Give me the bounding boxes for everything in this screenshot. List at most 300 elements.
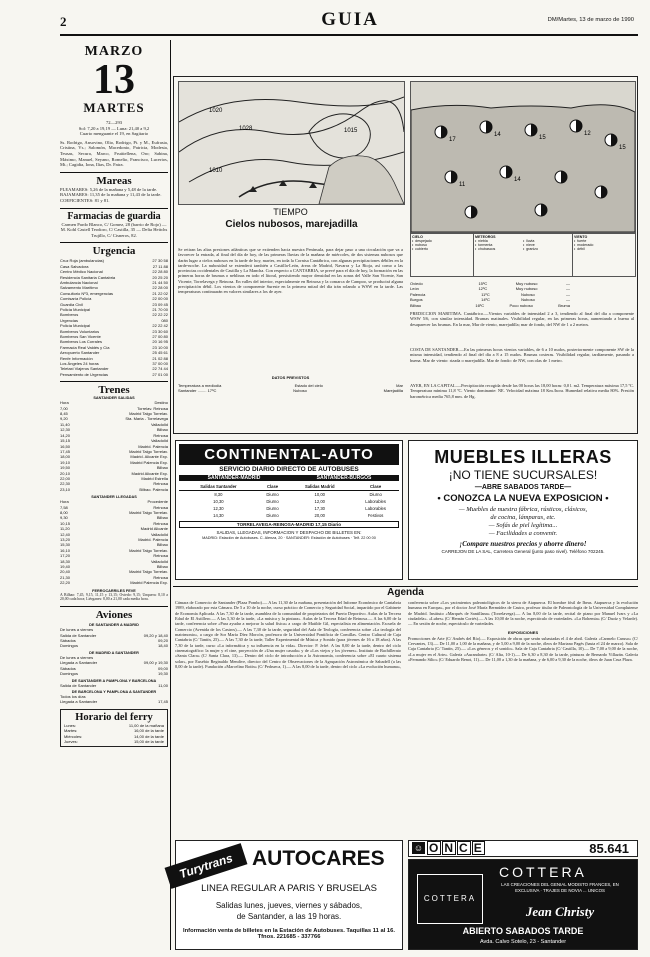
train-row-label: 8,45 [60,411,68,417]
bus-cell: 8,30 [214,492,223,497]
calendar-saints: Ss. Rodrigo, Ansovino, Olio, Rodrigo, Pt. y M., Eufrasia, Cristina, Vs.; Salomón, Macedonio, Patricia, Modesta, Teusas, Secura, Marco, Fruttiellena, Oro; Sabina, Máximo, Manuel, Seyano, Romelio, Francisco, Lucerios, Mt.; Cagidia, Iona, Ilias, Dr. Fatra. [60,139,168,168]
train-row-value: Reinosa [153,432,168,438]
agenda-expo-title: EXPOSICIONES [507,629,539,635]
temperature-label: 11 [459,182,466,188]
urgency-row-value: 22 22 42 [152,323,168,329]
weather-section [173,76,638,434]
flight-row-label: Todos los días [60,693,86,699]
bus-cell: Diurno [369,492,382,497]
train-row-label: 22,00 [60,475,71,481]
ad-once [408,840,638,857]
once-letter: E [473,841,483,855]
urgency-row-value: 23 30 60 [152,328,168,334]
ad-furniture-line: de cocina, lámparas, etc. [490,514,556,521]
synoptic-map [178,81,405,205]
flight-row [60,671,168,676]
once-letter: O [429,841,440,855]
bus-row [179,498,399,505]
train-row-value: Madrid Talgo Torrelav. [129,569,168,575]
bus-cell: Diurno [266,513,279,518]
urgency-row-value: 22 74 44 [152,366,168,372]
train-row [60,487,168,492]
bus-header: Salidas Madrid [287,483,352,491]
bus-header: Salidas Santander [179,483,258,491]
train-row-label: 21,30 [60,574,71,580]
once-icon: ☺ [413,843,424,853]
urgency-row-value: 23 10 00 [152,344,168,350]
flight-group [60,627,168,649]
urgency-row-label: Cruz Roja (ambulancias) [60,258,105,264]
feve-title: FERROCARRILES FEVE [92,588,136,593]
bus-cell: Diurno [266,506,279,511]
ad-furniture-lines [409,506,637,538]
train-row-value: Sta. Maria - Torrelavega [125,416,168,422]
legend-wind [573,234,635,276]
peninsula-map [411,82,635,232]
flight-row-value: 11,00 [158,682,168,688]
legend-sky-title: CIELO [412,235,423,239]
urgency-row [60,372,168,377]
calendar-sun-moon: Sol: 7,20 a 19,19 — Luna: 21,40 a 9,2 [78,125,150,131]
train-row-value: Reinosa [153,504,168,510]
bus-cell: Diurno [266,492,279,497]
bus-cell: 20,00 [314,513,325,518]
trains-departures [60,406,168,493]
page-header [60,6,640,32]
agenda-col-2-text: conferencia sobre «Los yacimientos paleontológicos de la sierra de Atapuerca. El hombre fósil de Ibeas. Atapuerca y la evolución humana en Europa», por el doctor José María Bermúdez de Castro, profesor titular de Paleontología de la Universidad Complutense de Madrid. Instituto «Marqués de Santillana» (Torrelavega).— A las 8,00 de la tarde, recital de piano por Manuel Ivars y «La ciudadela». «Lubes» (C/ Hernán Cortés).— A las 10,00 de la noche, espectáculo de variedades. «La Bohemia» (C/ Daoíz y Velarde).— En sesión de noche, espectáculo de variedades. [408,600,638,627]
train-row-value: Madrid Talgo Torrelav. [129,411,168,417]
weather-body: Se retiran las altas presiones atlánticas que se extienden hacia nuestra Península, para dejar paso a una circulación que va a favorecer la entrada, al final del día de hoy, de las primeras lluvias de la mañana de miércoles, de dos sistemas nubosos que darán lugar a cielos nubosos en la tarde de hoy, martes, en toda la Cornisa Cantábrica, con algunas precipitaciones débiles en la tarde-noche. La nubosidad se extenderá también a Castilla-León, áreas de Madrid, Navarra y La Rioja, así como a las provincias occidentales de Castilla y La Mancha. Con respecto a CANTABRIA, se prevé para el día de hoy, la formación en las primeras horas de brumas o neblinas en todo el litoral, persistiendo mayor densidad en las zonas del Valle San Vicente, San Vicente, Torrelavega y Reinosa. En valles del interior, especialmente en Reinosa y la comarca de Campoo, se producirá alguna precipitación débil. Los vientos de componente Sureste en la primera mitad del día irán rolando a WSW en la tarde. Las temperaturas continuarán en valores similares a los de ayer. [178,247,403,295]
flight-row-label: Domingos [60,671,79,677]
train-row-label: 23,10 [60,486,71,492]
cottera-logo-text: COTTERA [423,894,477,903]
flight-row-value: 09,00 y 19,30 [143,660,168,666]
urgency-row-value: 20 25 20 [152,274,168,280]
cottera-address: Avda. Calvo Sotelo, 23 - Santander [479,939,567,945]
bus-row [179,512,399,519]
train-row-label: 19,10 [60,459,71,465]
calendar-day: 13 [93,57,135,103]
flight-row [60,699,168,704]
flight-row [60,643,168,648]
legend-item: ◐ tormenta [475,243,493,247]
urgency-row-value: 22 28 80 [152,269,168,275]
flight-row-label: Salida de Santander [60,682,97,688]
trains-title: Trenes [98,384,130,397]
yesterday-report: AYER, EN LA CAPITAL.—Precipitación recogida desde las 00 horas las 18,00 horas: 0,0 l. m2. Temperatura máxima 17,5 ºC. Temperatura mínima 11,8 ºC. Viento dominante: NE. Velocidad máxima 18 Km./hora. Humedad relativa media 80%. Presión barométrica media 765,8 mm. de Hg. [410,383,634,399]
city-cell: Muy nuboso [515,281,538,286]
forecast-col: Temperatura a mediodía [178,383,222,388]
ad-bus-route-right: SANTANDER-BURGOS [316,475,372,481]
urgency-row-label: Urgencias [60,317,79,323]
forecast-col: Mar [396,383,403,388]
ferry-row-label: Jueves: [64,738,78,744]
calendar-weekday: MARTES [83,100,145,115]
tides-title: Mareas [96,174,132,187]
col-dest: Destino [154,400,168,406]
train-row-value: Reinosa [153,574,168,580]
train-row-label: 13,20 [60,537,71,542]
train-row-value: Madrid Palencia Exp. [130,459,168,465]
svg-text:1015: 1015 [344,128,358,134]
pharmacy-text: Carmen Pardo Blanco, C/ Gomez, 28 (barrio de Rojo) — M. Kohl Castell Teodoro, C/ Castilla, 35 — Delia Heitchs Trujillo, C/ Cisneros, 82. [60,221,168,238]
city-cell: — [565,297,570,303]
flight-group-title: DE MADRID A SANTANDER [89,650,139,655]
train-row-label: 16,10 [60,547,71,553]
regional-map [410,81,636,233]
forecast-cell: Marejadilla [383,388,403,394]
maritime-forecast: PREDICCION MARITIMA. Cantábrico.—Vientos variables de intensidad 2 a 3, tendiendo al final del día a componente WSW 5/6, con similar intensidad. Brumas matinales. Visibilidad regular, en las primeras horas, aumentando a buena al desaparecer las brumas. En la mar, Mar de viento, marejadilla; mar de fondo, del NW de 1 a 2 metros. [410,311,634,327]
train-row-value: Madrid. Palencia [138,443,168,449]
map-legend [410,233,636,277]
train-row-label: 10,15 [60,520,71,526]
train-row-value: Madrid Estrella [141,475,168,481]
train-row-label: 14,20 [60,432,71,438]
divider [60,381,168,382]
flight-group-title: DE BARCELONA Y PAMPLONA A SANTANDER [71,689,157,694]
city-cell: 14ºC [481,297,490,303]
agenda-expo-text: Promociones de Arte (C/ Andrés del Río).— Exposición de obras que serán subastadas el 4 de abril. Galería «Carmelo Caruso» (C/ Cervantes, 13).— De 11,00 a 1,00 de la mañana, y de 5,00 a 9,00 de la noche, óleos de Mariano Pagés (hasta el 24 de marzo). Sala de Caja Cantabria (C/ Tantín, 25).— «Los géneros y el sonido». Sala de Caja Cantabria (C/ Castilla, 10).— De 7,00 a 9,00 de la noche, «La mujer en el Arte». Galería «Aurandarte» (C/ Alta, 10-1).— De 6,30 a 8,30 de la tarde, pinturas de Bernardo Villazán. Galería «Fernando Silio» (C/ Eduardo Benot, 11).— De 11,00 a 1,30 de la mañana, y de 6,00 a 9,30 de la noche, óleos de Juan Cruz Plaza. [408,635,638,663]
trains-arrivals-label: SANTANDER LLEGADAS [91,495,137,500]
train-row-value: Valladolid [150,531,168,537]
urgency-row-label: Policía Municipal [60,306,91,312]
urgency-row-value: 25 45 61 [152,350,168,356]
train-row-label: 11,40 [60,421,70,427]
urgency-row-label: Residencia Sanitaria Cantabria [60,274,116,280]
bus-cell: 14,30 [213,513,224,518]
ad-turytrans-info: Información venta de billetes en la Estación de Autobuses. Taquillas 11 al 16. Tfnos. 221685 - 337766 [183,928,395,940]
city-cell: León [410,286,419,292]
legend-item: ◐ moderado [574,243,594,247]
flight-row-value: 09,20 [157,638,168,644]
train-row-value: Bilbao. Palencia [139,486,168,492]
city-cell: Palencia [410,291,426,297]
urgency-row-value: 27 01 00 [152,371,168,377]
urgency-row-value: 21 02 88 [152,355,168,361]
ferry-list [64,723,164,745]
svg-text:1028: 1028 [239,126,253,132]
forecast-table [178,383,403,394]
pharmacy-title: Farmacias de guardia [67,210,161,222]
train-row-value: Madrid Talgo Torrelav. [129,509,168,515]
urgency-row-label: Casa Salvadora [60,263,89,269]
ad-furniture-claim: ¡Compare nuestros precios y ahorre dinero! [459,540,587,548]
bus-cell: 12,00 [314,499,325,504]
train-row-label: 8,00 [60,509,68,515]
ad-furniture-sub: ¡NO TIENE SUCURSALES! [448,468,598,482]
urgency-row-label: Bomberos [60,312,79,318]
urgency-row-value: 22 22 22 [152,312,168,318]
flight-group-title: DE SANTANDER A MADRID [89,623,139,628]
train-row-value: Torrelav. Reinosa [137,405,168,411]
train-row-label: 12,40 [60,531,71,537]
temperature-label: 14 [494,132,501,138]
weather-headline: Cielos nubosos, marejadilla [225,219,358,230]
train-row-label: 9,30 [60,515,68,521]
flight-row-value: 09,00 [157,665,168,671]
legend-item: ◐ chubascos [475,247,496,251]
divider [60,606,168,607]
train-row-label: 20,40 [60,569,71,575]
train-row-value: Madrid Alicante Exp. [131,470,168,476]
city-cell: 15ºC [478,281,488,286]
urgency-row-label: Bomberos Los Corrales [60,339,103,345]
flight-row-value: 19,30 [157,671,168,677]
flight-group [60,655,168,677]
urgency-row-label: Comisaría Policía [60,296,92,302]
bus-header: Clase [258,483,288,491]
flight-row-label: Llegada a Santander [60,699,98,705]
urgency-row-value: 21 70 00 [152,306,168,312]
train-row-label: 19,50 [60,465,71,471]
city-cell: Oviedo [410,281,423,286]
ferry-row-value: 11,00 de la mañana [128,722,164,728]
city-cell: Bilbao [410,302,422,308]
cottera-desc: LAS CREACIONES DEL GENIAL MODISTO FRANCES, EN EXCLUSIVA · TRAJES DE NOVIA ... UNICOS [501,882,619,893]
forecast-cell: Santander ........ 17ºC [178,388,217,394]
urgency-row-label: Guardia Civil [60,301,83,307]
ad-turytrans-logo [165,843,248,889]
city-cell: 11ºC [481,291,490,297]
ferry-title: Horario del ferry [75,711,153,723]
col-origin: Procedente [147,499,168,505]
column-rule [170,40,171,950]
divider [60,208,168,209]
city-cell: 16ºC [475,302,485,308]
svg-text:1020: 1020 [209,108,223,114]
legend-item: ◐ granizo [523,247,538,251]
train-row-value: Bilbao [156,564,168,570]
forecast-col: Estado del cielo [294,383,323,388]
bus-cell: Diurno [266,499,279,504]
bus-row [179,505,399,512]
flight-row-label: Llegada a Santander [60,660,98,666]
ad-turytrans-title: AUTOCARES [252,847,385,870]
urgency-row-value: 37 00 00 [152,361,168,367]
urgency-row-label: Los Ángeles 24 horas [60,361,99,367]
section-title: GUIA [321,9,379,30]
svg-text:1010: 1010 [209,168,223,174]
ad-bus-extra: TORRELAVEGA-REINOSA-MADRID 17,15 Diario [179,521,399,528]
train-row-value: Bilbao [156,427,168,433]
ad-bus-route-left: SANTANDER-MADRID [207,475,261,481]
flight-row-value: 09,20 y 18,40 [143,632,168,638]
agenda-col-2 [408,600,638,832]
train-row-value: Madrid Palencia Exp. [130,580,168,586]
ferry-row-value: 16,00 de la tarde [133,728,164,734]
city-cell: Nuboso [520,291,535,297]
train-row-label: 11,20 [60,526,70,532]
tides-high: PLEAMARES: 5,26 de la mañana y 5,48 de la tarde. [60,186,158,192]
ad-bus-table [179,483,399,519]
urgency-row-label: Aeropuerto Santander [60,350,100,356]
train-row-value: Madrid Alicante [140,526,168,532]
urgency-row-label: Salvamento Marítimo [60,285,98,291]
flight-row-label: Sábados [60,638,76,644]
train-row-label: 22,30 [60,481,71,487]
train-row-value: Madrid. Palencia [138,537,168,542]
ferry-box [60,709,168,748]
train-row-value: Madrid. Alicante Exp. [130,454,168,460]
urgency-row-value: 20 16 95 [152,339,168,345]
urgency-row-label: Bomberos San Vicente [60,334,101,339]
flight-row-label: Domingos [60,643,79,649]
flight-row-label: De lunes a viernes [60,627,94,633]
ad-cottera [408,859,638,950]
flight-row-value: 17,45 [157,699,168,705]
calendar-moon-phase: Cuarto menguante el 19, en Sagitario [79,131,149,137]
train-row-value: Bilbao [156,465,168,471]
flights-title: Aviones [95,609,133,622]
divider [60,242,168,243]
temperature-label: 17 [449,137,456,143]
train-row-value: Bilbao [156,542,168,548]
temperature-label: 15 [619,145,626,151]
bus-row [179,491,399,499]
bus-cell: Laborables [365,499,386,504]
page-number: 2 [60,14,67,29]
ad-furniture-expo: • CONOZCA LA NUEVA EXPOSICION • [437,493,609,504]
cottera-logo-box [417,874,483,924]
flight-row-value: 18,40 [157,643,168,649]
train-row-label: 12,30 [60,427,71,433]
train-row-label: 18,00 [60,454,71,460]
ad-turytrans-sched1: Salidas lunes, jueves, viernes y sábados, [215,901,363,910]
agenda-col-1: Cámara de Comercio de Santander (Plaza Pombo).— A las 11,30 de la mañana, presentación del Informe Económico de Cantabria 1989, elaborado por esta Cámara. De 5 a 10 de la noche, curso práctico de Comercio y Seguridad Social, impartido por el Gabinete de Economía Aplicada. A las 7,30 de la tarde, asamblea de la comunidad de propietarios del Puerto Deportivo. Aulas de la Tercera Edad de El Astillero.— A las 5,30 de la tarde, «La música y la pintura». Aulas de la Tercera Edad de Reinosa.— A las 6,00 de la tarde, conferencia sobre «Para ayudar a mejorar la salud física» a cargo de Matilde Gil, especialista en alimentación. Escuela de Comercio (Avenida de los Castros).— A las 7,30 de la tarde, seguridad del Aula de Teología, conferencia sobre «La teología del matrimonio», a cargo de Sor María Díez Morcón, profesora de la Universidad Pontificia de Comillas. Centro Cultural de Caja Cantabria (C/ Tantín, 25).— A las 7,30 de la tarde, Taller Experimental de Música y Sonido (para jóvenes de 16 a 18 años). A las 7,30 de la tarde, curso «La informática y su influencia en la vida». Director: P. Jefré. A las 8,00 de la tarde, dentro del ciclo cinematográfico: la mujer y el cine, proyección de «Una mujer casada» y de «Los viejos y los jóvenes». Instituto de Bachillerato «Santa Clara» (C/ Santa Clara, 13).— Dentro del ciclo de introducción a la Astronomía, conferencia sobre «El cuarto sistema solar», por Eusebio Reginaldo Mendive, director del Centro de Observaciones de la Agrupación Astronómica de Sabadell (a las 8,00 de la tarde). Fundación «Marcelino Botín» (C/ Pedrueca, 1).— A las 8,00 de la tarde, dentro del ciclo «La evolución humana», [175,600,401,670]
legend-item: ◐ lluvia [523,239,535,243]
once-letter: N [444,841,455,855]
legend-item: ◐ despejado [412,239,432,243]
ad-furniture-open: —ABRE SABADOS TARDE— [474,484,572,491]
urgency-row-value: 22 00 00 [152,296,168,302]
city-cell: Poco nuboso [509,302,533,308]
isobar-map [179,82,404,204]
once-letter: C [459,841,469,855]
train-row-value: Madrid Talgo Torrelav. [129,547,168,553]
ferry-row-label: Lunes: [64,722,77,728]
train-row-label: 19,40 [60,564,71,570]
ad-furniture-title: MUEBLES ILLERAS [434,447,612,467]
divider [60,172,168,173]
flight-row-label: Salida de Santander [60,632,97,638]
train-row-value: Valladolid [150,558,168,564]
header-rule [60,34,638,36]
urgency-row-label: Policía Municipal [60,323,91,329]
flight-group [60,683,168,688]
city-cell: Nuboso [521,297,535,303]
cottera-title: COTTERA [499,864,587,880]
legend-item: ◐ nieve [523,243,535,247]
train-row-label: 15,30 [60,542,71,548]
ferry-row-value: 14,00 de la tarde [133,733,164,739]
train-row-label: 22,20 [60,580,71,586]
city-cell: — [565,291,570,297]
ad-turytrans-brand: Turytrans [177,850,235,882]
legend-item: ◐ cubierto [412,247,428,251]
feve-text: A Bilbao: 7,45, 9,15, 11,15 y 13,15; Oviedo: 9,15; Unquera: 8,10 a 20,00 cada hora; Liérganes: 8,00 a 21,00 cada media hora. [60,592,168,602]
temperature-label: 12 [584,131,591,137]
flight-row-label: De lunes a viernes [60,654,94,660]
train-row-label: 15,15 [60,438,71,444]
legend-wind-title: VIENTO [574,235,588,239]
temperature-label: 15 [539,135,546,141]
tides-coef: COEFICIENTES: 81 y 81. [60,197,110,203]
issue-date: DM/Martes, 13 de marzo de 1990 [547,17,634,23]
train-row [60,580,168,585]
urgency-row-label: Centro Médico Nacional [60,269,103,275]
trains-departures-label: SANTANDER SALIDAS [93,396,135,401]
city-cell: — [565,281,570,286]
ad-turytrans-sched2: de Santander, a las 19 horas. [236,912,342,921]
flight-row [60,683,168,688]
ad-bus-brand: CONTINENTAL-AUTO [179,444,399,465]
ad-furniture-line: — Sofás de piel legítima... [488,522,558,529]
train-row-value: Reinosa [153,520,168,526]
train-row-label: 18,30 [60,558,71,564]
ad-turytrans [175,840,403,950]
legend-item: ◐ fuerte [574,239,587,243]
train-row-value: Reinosa [153,481,168,487]
urgency-row-label: Ambulancia Nacional [60,279,98,285]
coast-forecast: COSTA DE SANTANDER.—En las primeras horas vientos variables, de 6 a 10 nudos, posteriormente componente SW de la misma intensidad, tendiendo al final del día a 8 a 15 nudos. Brumas costeras. Visibilidad regular, tardíamente, pasando a buena. Mar de viento: rizada o marejadilla. Mar de fondo: de NW, con olas de 1 metro. [410,347,634,363]
urgency-row-value: 21 22 02 [152,290,168,296]
forecast-cell: Nuboso [293,388,307,394]
urgency-row-value: 23 09 45 [152,301,168,307]
city-row [410,303,570,308]
city-cell: — [565,286,570,292]
urgency-row-label: Consultorio Nº3, emergencias [60,290,114,296]
urgency-row-label: Bomberos Voluntarios [60,328,100,334]
once-number: 85.641 [589,841,629,856]
city-cell: 12ºC [478,286,488,292]
legend-item: ◐ niebla [475,239,488,243]
once-logo [427,841,485,855]
calendar-month: MARZO [84,44,144,59]
urgency-list [60,258,168,377]
train-row-label: 20,10 [60,470,71,476]
urgency-row-label: Farmacia Real Valdés y Cía [60,344,110,350]
city-cell: Muy nuboso [515,286,538,292]
cottera-open: ABIERTO SABADOS TARDE [462,926,584,936]
ad-muebles-illeras [408,440,638,580]
urgency-row-value: 27 00 80 [152,334,168,339]
flight-row-label: Sábados [60,665,76,671]
agenda-title: Agenda [387,587,424,598]
bus-cell: 10,30 [213,499,224,504]
train-row-label: 9,20 [60,416,68,422]
ad-continental-auto [175,440,403,580]
ferry-row-label: Miércoles: [64,733,83,739]
city-cell: Bruma [558,302,570,308]
ad-furniture-line: — Facilidades a convenir. [488,530,558,537]
train-row-label: 7,58 [60,504,68,510]
trains-arrivals [60,505,168,586]
urgency-title: Urgencia [92,245,136,258]
bus-cell: Festivos [367,513,384,518]
city-cell: Burgos [410,297,423,303]
ad-furniture-address: CARREJON DE LA SAL, Carretera General (junto paso nivel). Teléfono 702245. [441,549,605,554]
legend-sky [411,234,474,276]
cottera-signature: Jean Christy [525,904,595,919]
train-row-value: Valladolid [150,438,168,444]
ferry-row-value: 15,00 de la tarde [133,738,164,744]
weather-section-title: TIEMPO [273,207,308,217]
ad-bus-footer: SALIDAS, LLEGADAS, INFORMACION Y DESPACHO DE BILLETES EN: [216,530,362,535]
train-row-value: Reinosa [153,553,168,559]
bus-header: Clase [352,483,399,491]
urgency-row-label: Teletaxi Viajeros Santander [60,366,109,372]
legend-met-title: METEOROS [475,235,496,239]
